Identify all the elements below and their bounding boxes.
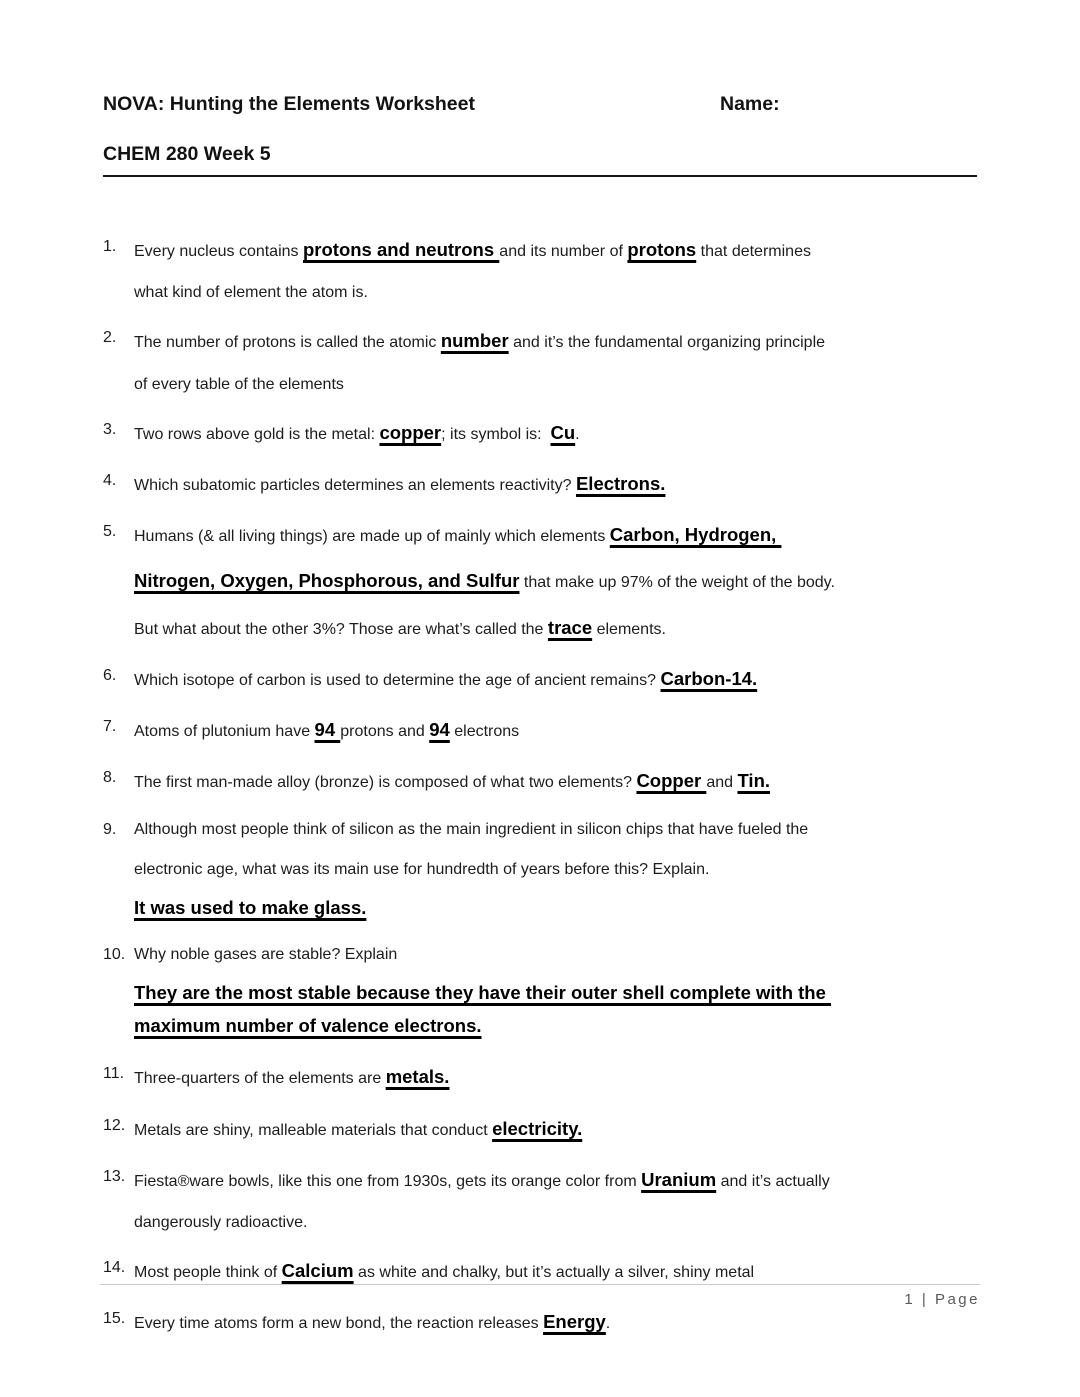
answer-text: Nitrogen, Oxygen, Phosphorous, and Sulfur [134, 570, 520, 592]
question-number: 9. [103, 820, 117, 838]
question-number: 4. [103, 471, 117, 489]
answer-text: protons [627, 239, 697, 260]
question-segment: as white and chalky, but it’s actually a silver, shiny metal [353, 1264, 755, 1282]
answer-text: Tin. [737, 770, 771, 792]
question-segment: Humans (& all living things) are made up of mainly which elements [134, 528, 610, 545]
question-number: 15. [103, 1310, 126, 1328]
question-item [103, 318, 977, 404]
question-number: 10. [103, 946, 126, 964]
question-text [134, 318, 977, 404]
question-segment: of every table of the elements [134, 375, 344, 393]
question-segment: Two rows above gold is the metal: [134, 425, 380, 443]
question-segment: Although most people think of silicon as the main ingredient in silicon chips that have fueled the [134, 820, 809, 838]
answer-text: 94 [314, 719, 341, 740]
answer-block [134, 977, 977, 1043]
question-number: 14. [103, 1259, 126, 1277]
question-number: 6. [103, 666, 117, 684]
answer-text: number [440, 330, 509, 352]
question-segment: The number of protons is called the atomic [134, 334, 441, 352]
question-list [103, 227, 977, 1346]
question-number: 1. [103, 238, 117, 255]
question-segment: . [575, 425, 580, 443]
question-segment: and its number of [499, 243, 628, 260]
question-item [103, 707, 977, 753]
answer-text: trace [547, 616, 593, 638]
question-segment: . [605, 1315, 611, 1333]
document-header [103, 93, 977, 116]
question-item [103, 656, 977, 702]
question-number: 12. [103, 1116, 126, 1134]
question-segment: electronic age, what was its main use for hundredth of years before this? Explain. [134, 860, 710, 878]
question-text [134, 227, 977, 313]
question-item [103, 1157, 977, 1243]
question-segment: and [706, 774, 738, 792]
page-number: 1 | Page [904, 1291, 980, 1308]
question-text [134, 1157, 977, 1243]
question-segment: Every time atoms form a new bond, the reaction releases [134, 1315, 544, 1333]
answer-text: Carbon-14. [660, 667, 758, 689]
question-segment: what kind of element the atom is. [134, 284, 368, 302]
question-segment: Most people think of [134, 1264, 282, 1282]
answer-text: Cu [550, 421, 576, 443]
answer-text: metals. [385, 1066, 450, 1088]
question-text [134, 935, 977, 1049]
question-segment: and it’s the fundamental organizing principle [508, 334, 826, 352]
answer-text: 94 [429, 719, 450, 740]
question-text [134, 656, 977, 702]
answer-text: Electrons. [575, 472, 666, 494]
question-segment: that make up 97% of the weight of the body. [519, 574, 835, 592]
question-segment: Which isotope of carbon is used to determine the age of ancient remains? [134, 671, 661, 689]
question-segment: and it’s actually [716, 1172, 830, 1190]
answer-text: Uranium [641, 1168, 717, 1190]
question-item [103, 758, 977, 804]
answer-line: They are the most stable because they have their outer shell complete with the [134, 982, 832, 1004]
question-text [134, 461, 977, 507]
answer-block [134, 892, 977, 925]
question-number: 11. [103, 1065, 125, 1083]
question-text [134, 758, 977, 804]
question-segment: elements. [592, 620, 666, 638]
header-divider [103, 175, 977, 177]
answer-text: Carbon, Hydrogen, [609, 524, 782, 545]
question-number: 3. [103, 420, 117, 438]
question-segment: Metals are shiny, malleable materials that conduct [134, 1121, 493, 1139]
question-number: 13. [103, 1167, 126, 1185]
question-item [103, 1054, 977, 1100]
page-footer [100, 1284, 980, 1308]
answer-line: maximum number of valence electrons. [134, 1015, 482, 1037]
question-segment: The first man-made alloy (bronze) is composed of what two elements? [134, 774, 637, 792]
document-content [103, 0, 977, 1351]
question-number: 5. [103, 523, 117, 540]
question-segment: ; its symbol is: [441, 425, 551, 443]
question-segment: Fiesta®ware bowls, like this one from 1930s, gets its orange color from [134, 1172, 642, 1190]
answer-text: Energy [543, 1311, 606, 1333]
answer-text: copper [379, 421, 442, 443]
course-title: CHEM 280 Week 5 [103, 143, 271, 165]
question-item [103, 512, 977, 651]
question-segment: Every nucleus contains [134, 243, 303, 260]
question-item [103, 410, 977, 456]
answer-text: electricity. [492, 1117, 583, 1139]
question-item [103, 227, 977, 313]
question-segment: Atoms of plutonium have [134, 723, 315, 740]
question-segment: dangerously radioactive. [134, 1214, 308, 1232]
question-text [134, 1106, 977, 1152]
question-segment: Three-quarters of the elements are [134, 1070, 386, 1088]
question-segment: that determines [696, 243, 811, 260]
question-item [103, 935, 977, 1049]
answer-text: Copper [636, 770, 707, 792]
question-segment: electrons [449, 723, 520, 740]
answer-line: It was used to make glass. [134, 896, 367, 918]
question-number: 2. [103, 329, 117, 347]
question-text [134, 1054, 977, 1100]
question-text [134, 512, 977, 651]
question-item [103, 461, 977, 507]
question-segment: protons and [340, 723, 430, 740]
page-title: NOVA: Hunting the Elements Worksheet [103, 93, 475, 115]
question-text [134, 707, 977, 753]
question-segment: But what about the other 3%? Those are what’s called the [134, 620, 548, 638]
question-segment: Which subatomic particles determines an elements reactivity? [134, 476, 576, 494]
question-number: 7. [103, 718, 117, 735]
question-number: 8. [103, 769, 117, 787]
question-segment: Why noble gases are stable? Explain [134, 946, 398, 964]
answer-text: Calcium [281, 1260, 354, 1282]
answer-text: protons and neutrons [302, 239, 500, 260]
name-label: Name: [720, 93, 780, 115]
question-item [103, 1106, 977, 1152]
question-text [134, 810, 977, 931]
question-item [103, 810, 977, 931]
question-text [134, 410, 977, 456]
